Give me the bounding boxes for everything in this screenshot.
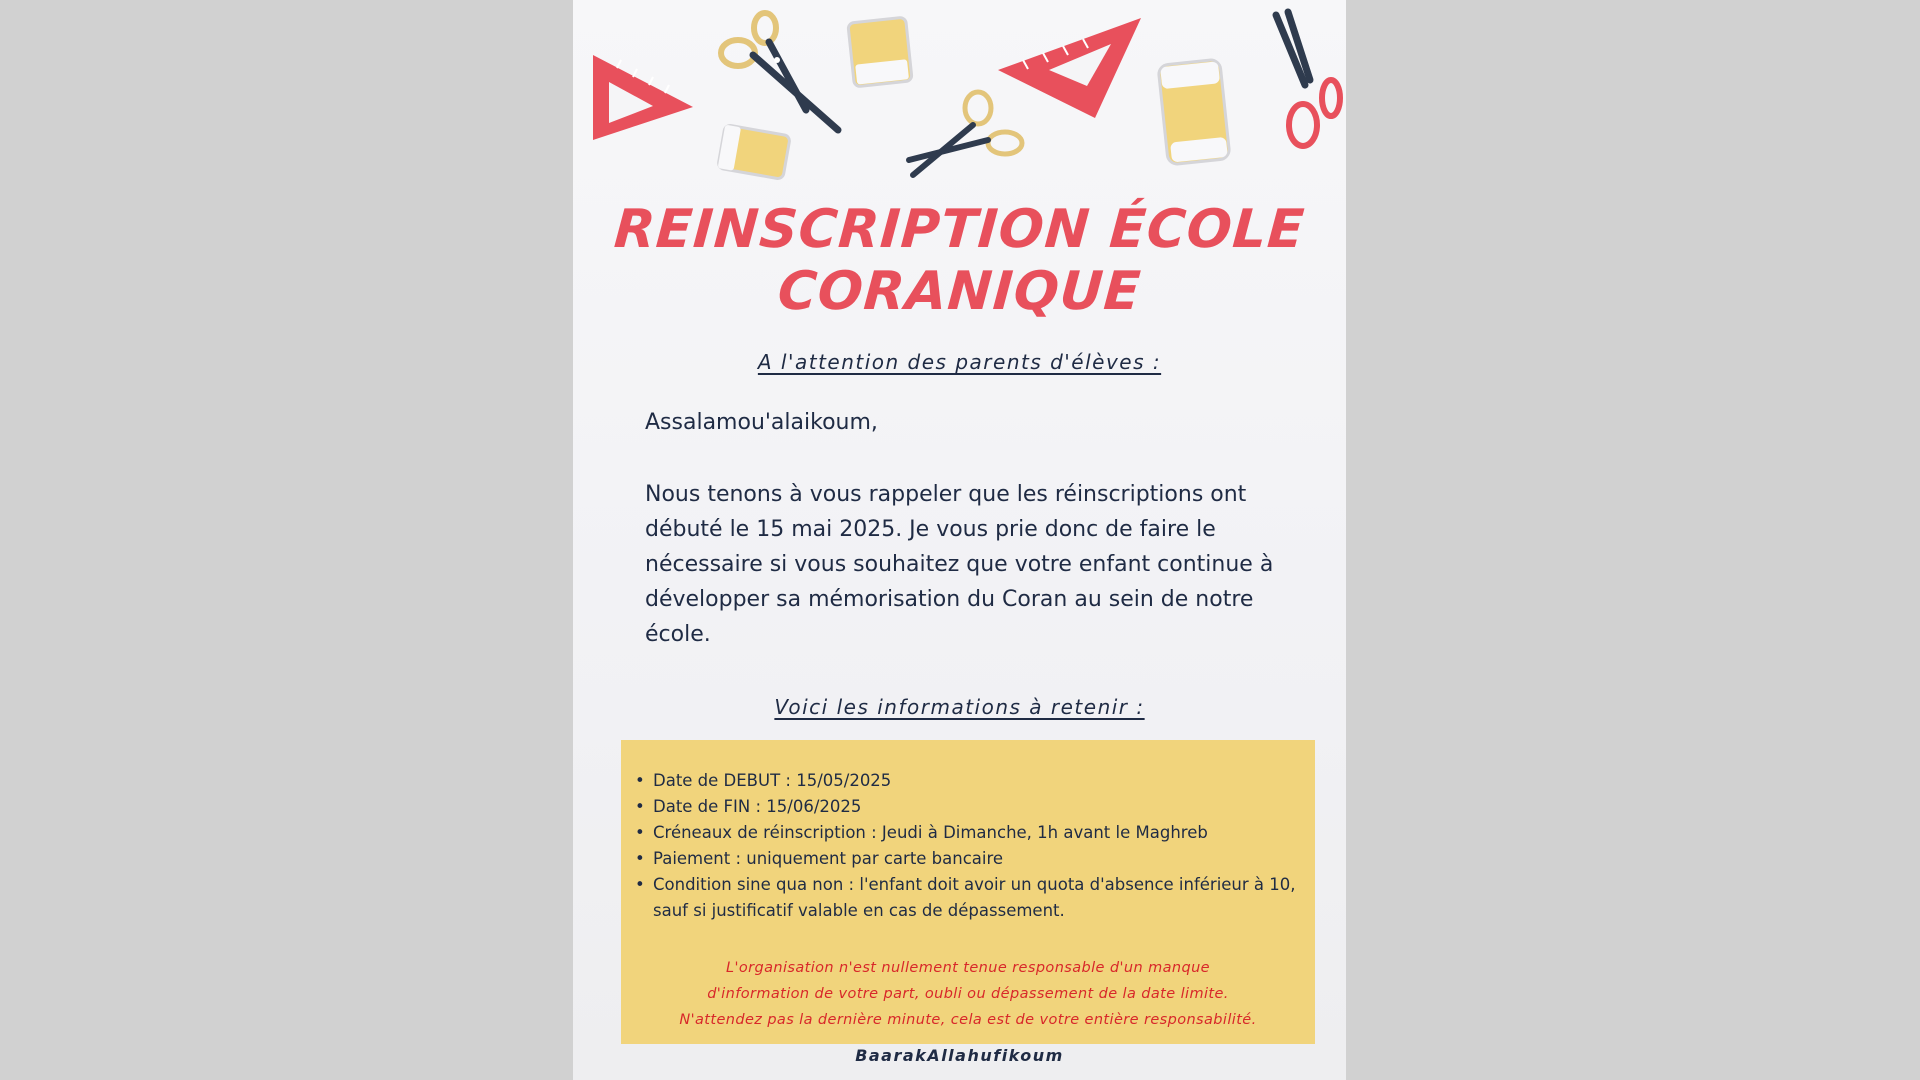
info-item-time-slots: • Créneaux de réinscription : Jeudi à Dimanche, 1h avant le Maghreb [635, 820, 1307, 846]
set-square-icon [998, 18, 1141, 118]
disclaimer [621, 955, 1315, 1033]
disclaimer-line-1: L'organisation n'est nullement tenue responsable d'un manque [726, 960, 1210, 976]
disclaimer-line-2: d'information de votre part, oubli ou dépassement de la date limite. [707, 986, 1229, 1002]
info-item-condition: • Condition sine qua non : l'enfant doit avoir un quota d'absence inférieur à 10, sauf si justificatif valable en cas de dépassement. [635, 872, 1307, 924]
info-item-payment: • Paiement : uniquement par carte bancaire [635, 846, 1307, 872]
eraser-icon [848, 17, 912, 87]
scissors-red-icon [1276, 12, 1340, 146]
school-supplies-decoration [573, 0, 1346, 200]
eraser-small-icon [718, 125, 791, 180]
info-item-end-date: • Date de FIN : 15/06/2025 [635, 794, 1307, 820]
signoff-text: BaarakAllahufikoum [855, 1046, 1064, 1065]
info-heading: Voici les informations à retenir : [774, 695, 1145, 719]
scissors-small-icon [909, 92, 1022, 175]
greeting-text: Assalamou'alaikoum, [645, 410, 878, 435]
flyer-page [573, 0, 1346, 1080]
info-box [621, 740, 1315, 1044]
info-list [635, 768, 1307, 924]
info-item-start-date: • Date de DEBUT : 15/05/2025 [635, 768, 1307, 794]
ruler-triangle-icon [593, 55, 693, 140]
scissors-icon [721, 13, 838, 130]
poster-title-line2: CORANIQUE [775, 261, 1144, 322]
poster-title-line1: REINSCRIPTION ÉCOLE [612, 199, 1307, 260]
parents-heading: A l'attention des parents d'élèves : [757, 350, 1162, 374]
disclaimer-line-3: N'attendez pas la dernière minute, cela est de votre entière responsabilité. [679, 1012, 1257, 1028]
announcement-body: Nous tenons à vous rappeler que les réinscriptions ont débuté le 15 mai 2025. Je vous prie donc de faire le nécessaire si vous souhaitez que votre enfant continue à développer sa mémorisation du Coran au sein de notre école. [645, 482, 1274, 647]
eraser-large-icon [1158, 59, 1230, 165]
